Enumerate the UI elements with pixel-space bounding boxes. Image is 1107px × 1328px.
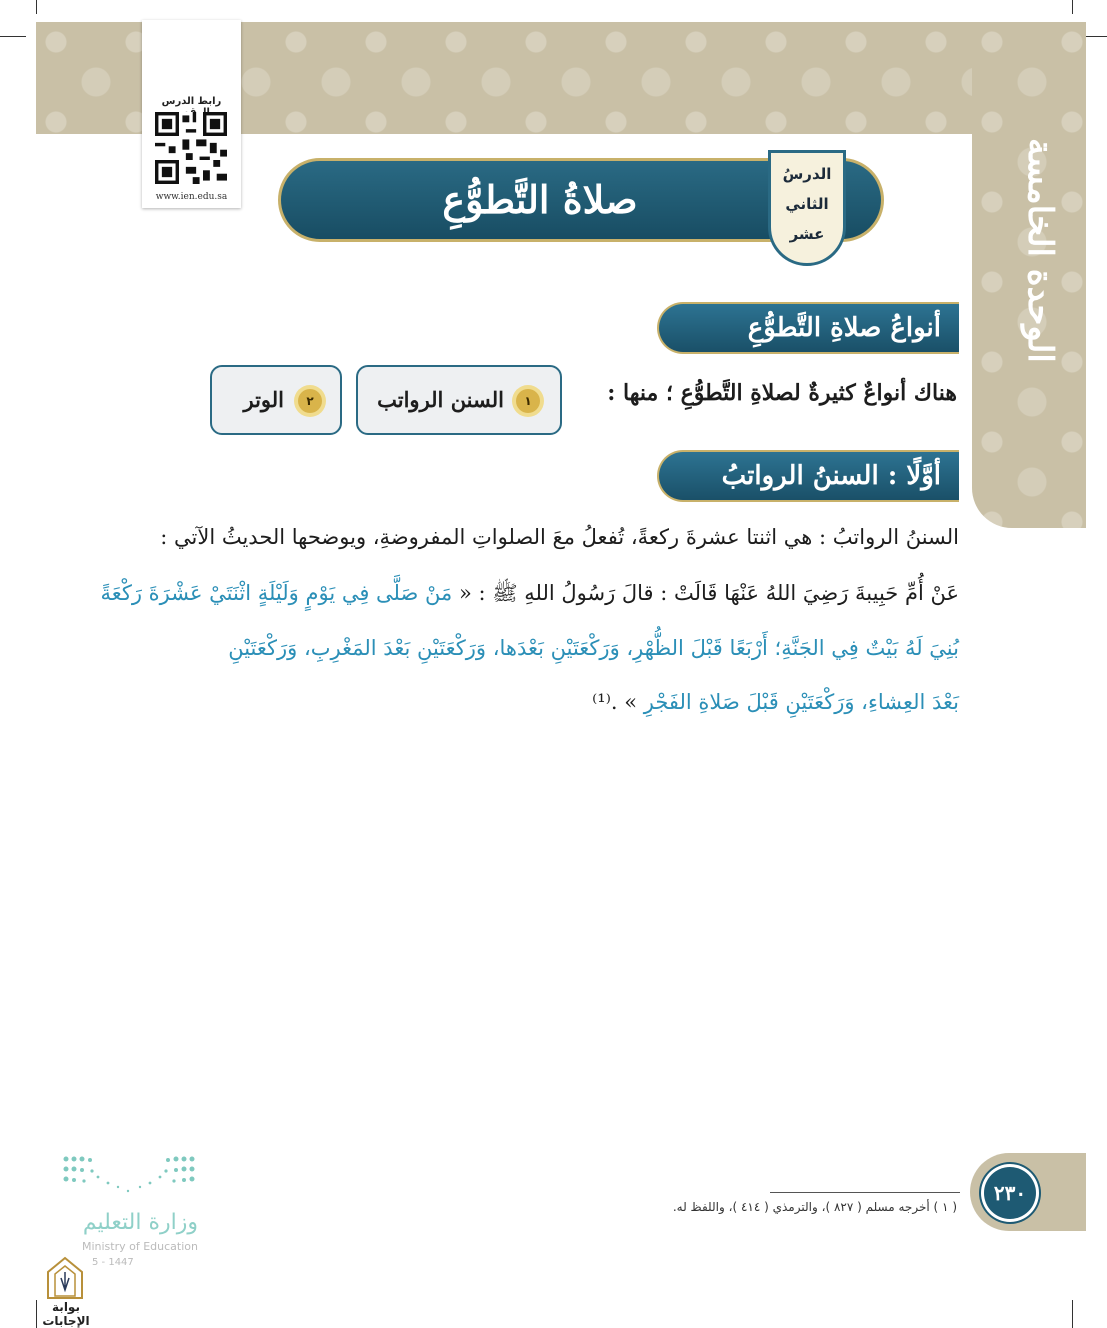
lesson-number-badge (768, 150, 846, 266)
hadith-line-2: بُنِيَ لَهُ بَيْتٌ فِي الجَنَّةِ؛ أَرْبَعًا قَبْلَ الظُّهْرِ، وَرَكْعَتَيْنِ بَعْدَها، وَرَكْعَتَيْنِ بَعْدَ المَغْرِبِ، وَرَكْعَتَيْنِ (228, 636, 959, 660)
qr-label: رابط الدرس (161, 96, 222, 107)
crop-mark (1072, 0, 1073, 14)
page-number: ٢٣٠ (984, 1167, 1036, 1219)
ministry-name-ar: وزارة التعليم (82, 1210, 198, 1235)
portal-logo-icon (44, 1256, 86, 1302)
hadith-line-1 (100, 580, 959, 611)
hadith-text: مَنْ صَلَّى فِي يَوْمٍ وَلَيْلَةٍ اثْنَتَيْ عَشْرَةَ رَكْعَةً (100, 581, 453, 605)
footnote: ( ١ ) أخرجه مسلم ( ٨٢٧ )، والترمذي ( ٤١٤ )، واللفظ له. (672, 1200, 957, 1214)
types-intro: هناك أنواعٌ كثيرةٌ لصلاةِ التَّطوُّعِ ؛ منها : (607, 380, 957, 406)
section-rawatib-title: أوَّلًا : السننُ الرواتبُ (721, 461, 941, 491)
ministry-year: 5 - 1447 (92, 1257, 134, 1268)
crop-mark (0, 36, 26, 37)
type-card-witr[interactable] (210, 365, 342, 435)
type-number-badge: ١ (516, 389, 540, 413)
type-card-rawatib[interactable] (356, 365, 562, 435)
qr-url[interactable]: www.ien.edu.sa (155, 192, 228, 202)
narration-intro: عَنْ أُمِّ حَبِيبةَ رَضِيَ اللهُ عَنْهَا قَالَتْ : قالَ رَسُولُ اللهِ ﷺ : « (458, 581, 959, 605)
type-label: الوتر (243, 387, 284, 412)
section-types-bar (657, 302, 959, 354)
type-number-badge: ٢ (298, 389, 322, 413)
badge-line: الثاني (785, 195, 829, 213)
hadith-close: » .⁽¹⁾ (592, 690, 638, 714)
crop-mark (36, 0, 37, 14)
qr-code-icon[interactable] (155, 112, 227, 184)
crop-mark (1072, 1300, 1073, 1328)
ministry-name-en: Ministry of Education (81, 1240, 198, 1253)
definition-text: السننُ الرواتبُ : هي اثنتا عشرةَ ركعةً، تُفعلُ معَ الصلواتِ المفروضةِ، ويوضحها الحديثُ الآتي : (160, 525, 959, 549)
hadith-text: بَعْدَ العِشاءِ، وَرَكْعَتَيْنِ قَبْلَ صَلاةِ الفَجْرِ (643, 690, 959, 714)
type-label: السنن الرواتب (377, 387, 504, 412)
lesson-title: صلاةُ التَّطوُّعِ (442, 177, 638, 222)
unit-title: الوحدة الخامسة (1020, 137, 1060, 363)
badge-line: عشر (789, 225, 825, 243)
hadith-line-3 (592, 690, 959, 714)
badge-line: الدرسُ (782, 165, 832, 183)
ministry-logo-dots-icon (62, 1155, 196, 1199)
portal-name: بوابة الإجابات (42, 1300, 90, 1328)
qr-card[interactable] (142, 20, 241, 208)
footnote-divider (770, 1192, 960, 1193)
section-types-title: أنواعُ صلاةِ التَّطوُّعِ (747, 313, 941, 343)
section-rawatib-bar (657, 450, 959, 502)
